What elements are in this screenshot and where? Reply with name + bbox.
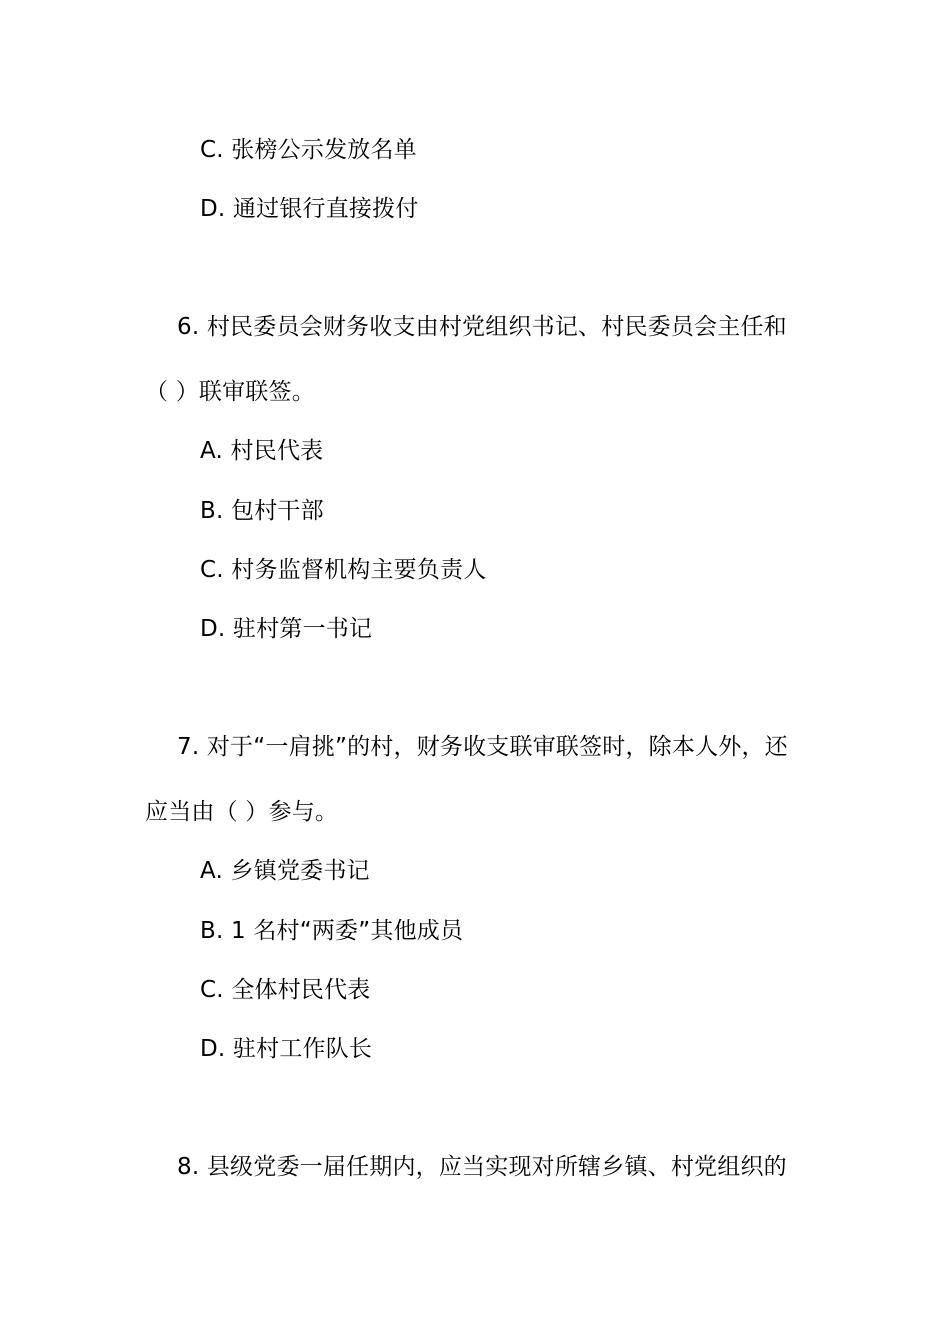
q8-stem-line1: 8. 县级党委一届任期内，应当实现对所辖乡镇、村党组织的 (177, 1154, 787, 1180)
q6-option-a: A. 村民代表 (200, 438, 324, 464)
q5-option-c: C. 张榜公示发放名单 (200, 137, 417, 163)
q7-option-d: D. 驻村工作队长 (200, 1036, 373, 1062)
q7-stem-line2: 应当由（ ）参与。 (145, 799, 339, 825)
q6-option-d: D. 驻村第一书记 (200, 616, 373, 642)
q7-option-b: B. 1 名村“两委”其他成员 (200, 918, 464, 944)
q6-stem-line1: 6. 村民委员会财务收支由村党组织书记、村民委员会主任和 (177, 314, 787, 340)
q6-option-c: C. 村务监督机构主要负责人 (200, 557, 487, 583)
q7-stem-line1: 7. 对于“一肩挑”的村，财务收支联审联签时，除本人外，还 (177, 734, 788, 760)
q5-option-d: D. 通过银行直接拨付 (200, 196, 419, 222)
q7-option-c: C. 全体村民代表 (200, 977, 371, 1003)
q7-option-a: A. 乡镇党委书记 (200, 858, 370, 884)
q6-option-b: B. 包村干部 (200, 498, 324, 524)
q6-stem-line2: （ ）联审联签。 (145, 379, 315, 405)
